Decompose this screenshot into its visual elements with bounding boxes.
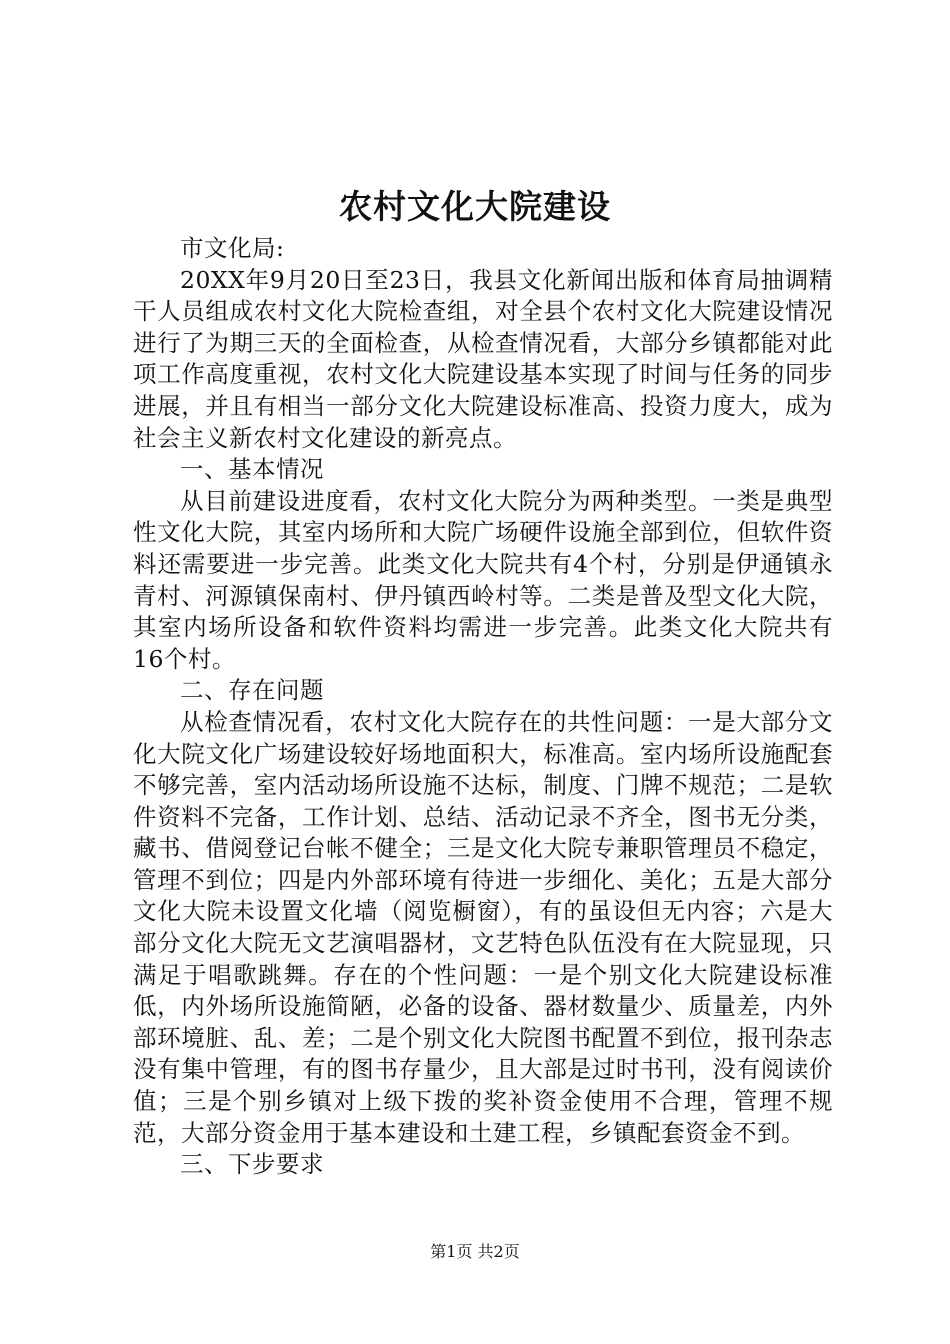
- intro-paragraph: 20XX年9月20日至23日，我县文化新闻出版和体育局抽调精干人员组成农村文化大院检查组，对全县个农村文化大院建设情况进行了为期三天的全面检查，从检查情况看，大部分乡镇都能对此项工作高度重视，农村文化大院建设基本实现了时间与任务的同步进展，并且有相当一部分文化大院建设标准高、投资力度大，成为社会主义新农村文化建设的新亮点。: [133, 265, 833, 452]
- document-title: 农村文化大院建设: [339, 187, 611, 226]
- section-heading-basic-situation: 一、基本情况: [180, 455, 324, 484]
- existing-problems-paragraph: 从检查情况看，农村文化大院存在的共性问题：一是大部分文化大院文化广场建设较好场地面积大，标准高。室内场所设施配套不够完善，室内活动场所设施不达标，制度、门牌不规范；二是软件资料不完备，工作计划、总结、活动记录不齐全，图书无分类，藏书、借阅登记台帐不健全；三是文化大院专兼职管理员不稳定，管理不到位；四是内外部环境有待进一步细化、美化；五是大部分文化大院未设置文化墙（阅览橱窗），有的虽设但无内容；六是大部分文化大院无文艺演唱器材，文艺特色队伍没有在大院显现，只满足于唱歌跳舞。存在的个性问题：一是个别文化大院建设标准低，内外场所设施简陋，必备的设备、器材数量少、质量差，内外部环境脏、乱、差；二是个别文化大院图书配置不到位，报刊杂志没有集中管理，有的图书存量少，且大部是过时书刊，没有阅读价值；三是个别乡镇对上级下拨的奖补资金使用不合理，管理不规范，大部分资金用于基本建设和土建工程，乡镇配套资金不到。: [133, 707, 833, 1147]
- page-footer: 第1页 共2页: [430, 1242, 520, 1261]
- basic-situation-paragraph: 从目前建设进度看，农村文化大院分为两种类型。一类是典型性文化大院，其室内场所和大院广场硬件设施全部到位，但软件资料还需要进一步完善。此类文化大院共有4个村，分别是伊通镇永青村、河源镇保南村、伊丹镇西岭村等。二类是普及型文化大院，其室内场所设备和软件资料均需进一步完善。此类文化大院共有16个村。: [133, 486, 833, 673]
- section-heading-next-steps: 三、下步要求: [180, 1150, 324, 1179]
- salutation: 市文化局:: [180, 234, 285, 262]
- document-body: [133, 233, 833, 1181]
- section-heading-existing-problems: 二、存在问题: [180, 676, 324, 705]
